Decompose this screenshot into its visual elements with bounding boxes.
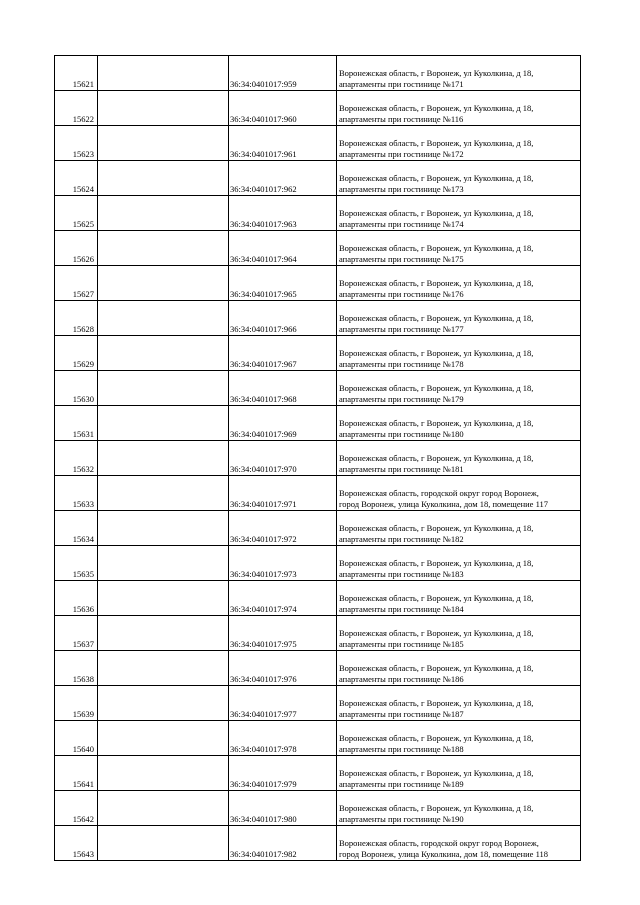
cadastral-number-cell: 36:34:0401017:980	[229, 791, 337, 826]
cadastral-number-cell: 36:34:0401017:961	[229, 126, 337, 161]
table-row	[55, 231, 581, 266]
table-row	[55, 826, 581, 861]
row-number-cell: 15641	[55, 756, 98, 791]
address-line: Воронежская область, г Воронеж, ул Куколкина, д 18,	[339, 208, 534, 218]
address-line: апартаменты при гостинице №175	[339, 253, 464, 264]
address-line: апартаменты при гостинице №174	[339, 218, 464, 229]
table-row	[55, 511, 581, 546]
cadastral-number-cell: 36:34:0401017:963	[229, 196, 337, 231]
table-row	[55, 196, 581, 231]
address-line: апартаменты при гостинице №186	[339, 673, 464, 684]
address-cell	[337, 546, 581, 581]
address-cell	[337, 721, 581, 756]
address-line: апартаменты при гостинице №182	[339, 533, 464, 544]
address-line: апартаменты при гостинице №189	[339, 778, 464, 789]
address-line: апартаменты при гостинице №185	[339, 638, 464, 649]
address-line: апартаменты при гостинице №171	[339, 78, 464, 89]
address-line: апартаменты при гостинице №187	[339, 708, 464, 719]
cadastral-number-cell: 36:34:0401017:979	[229, 756, 337, 791]
registry-table-body	[55, 56, 581, 861]
address-cell	[337, 231, 581, 266]
empty-cell	[98, 91, 229, 126]
row-number-cell: 15643	[55, 826, 98, 861]
row-number-cell: 15636	[55, 581, 98, 616]
address-cell	[337, 686, 581, 721]
address-cell	[337, 266, 581, 301]
row-number-cell: 15624	[55, 161, 98, 196]
address-line: апартаменты при гостинице №173	[339, 183, 464, 194]
cadastral-number-cell: 36:34:0401017:974	[229, 581, 337, 616]
address-line: Воронежская область, г Воронеж, ул Куколкина, д 18,	[339, 803, 534, 813]
address-cell	[337, 161, 581, 196]
address-line: Воронежская область, г Воронеж, ул Куколкина, д 18,	[339, 68, 534, 78]
address-cell	[337, 616, 581, 651]
address-cell	[337, 126, 581, 161]
row-number-cell: 15621	[55, 56, 98, 91]
address-cell	[337, 336, 581, 371]
table-row	[55, 756, 581, 791]
address-line: город Воронеж, улица Куколкина, дом 18, помещение 117	[339, 498, 549, 509]
cadastral-number-cell: 36:34:0401017:970	[229, 441, 337, 476]
address-line: Воронежская область, г Воронеж, ул Куколкина, д 18,	[339, 278, 534, 288]
row-number-cell: 15629	[55, 336, 98, 371]
row-number-cell: 15631	[55, 406, 98, 441]
table-row	[55, 546, 581, 581]
cadastral-number-cell: 36:34:0401017:975	[229, 616, 337, 651]
address-cell	[337, 826, 581, 861]
row-number-cell: 15622	[55, 91, 98, 126]
address-line: апартаменты при гостинице №190	[339, 813, 464, 824]
cadastral-number-cell: 36:34:0401017:976	[229, 651, 337, 686]
address-line: апартаменты при гостинице №179	[339, 393, 464, 404]
cadastral-number-cell: 36:34:0401017:969	[229, 406, 337, 441]
empty-cell	[98, 651, 229, 686]
row-number-cell: 15637	[55, 616, 98, 651]
row-number-cell: 15638	[55, 651, 98, 686]
empty-cell	[98, 476, 229, 511]
cadastral-number-cell: 36:34:0401017:977	[229, 686, 337, 721]
cadastral-number-cell: 36:34:0401017:962	[229, 161, 337, 196]
address-line: Воронежская область, г Воронеж, ул Куколкина, д 18,	[339, 418, 534, 428]
registry-table	[54, 55, 581, 861]
cadastral-number-cell: 36:34:0401017:968	[229, 371, 337, 406]
address-cell	[337, 476, 581, 511]
address-cell	[337, 406, 581, 441]
address-line: апартаменты при гостинице №184	[339, 603, 464, 614]
row-number-cell: 15635	[55, 546, 98, 581]
row-number-cell: 15632	[55, 441, 98, 476]
address-cell	[337, 56, 581, 91]
address-cell	[337, 756, 581, 791]
address-cell	[337, 441, 581, 476]
cadastral-number-cell: 36:34:0401017:971	[229, 476, 337, 511]
table-row	[55, 581, 581, 616]
cadastral-number-cell: 36:34:0401017:973	[229, 546, 337, 581]
address-line: апартаменты при гостинице №176	[339, 288, 464, 299]
address-line: апартаменты при гостинице №116	[339, 113, 464, 124]
address-line: Воронежская область, г Воронеж, ул Куколкина, д 18,	[339, 663, 534, 673]
empty-cell	[98, 301, 229, 336]
row-number-cell: 15639	[55, 686, 98, 721]
address-line: город Воронеж, улица Куколкина, дом 18, помещение 118	[339, 848, 549, 859]
table-row	[55, 686, 581, 721]
table-row	[55, 336, 581, 371]
table-row	[55, 441, 581, 476]
empty-cell	[98, 371, 229, 406]
table-row	[55, 301, 581, 336]
address-line: апартаменты при гостинице №181	[339, 463, 464, 474]
empty-cell	[98, 161, 229, 196]
address-line: апартаменты при гостинице №178	[339, 358, 464, 369]
table-row	[55, 616, 581, 651]
empty-cell	[98, 546, 229, 581]
cadastral-number-cell: 36:34:0401017:959	[229, 56, 337, 91]
row-number-cell: 15627	[55, 266, 98, 301]
table-row	[55, 791, 581, 826]
address-line: Воронежская область, г Воронеж, ул Куколкина, д 18,	[339, 173, 534, 183]
empty-cell	[98, 126, 229, 161]
table-row	[55, 651, 581, 686]
table-row	[55, 371, 581, 406]
address-line: Воронежская область, г Воронеж, ул Куколкина, д 18,	[339, 383, 534, 393]
table-row	[55, 91, 581, 126]
row-number-cell: 15623	[55, 126, 98, 161]
row-number-cell: 15626	[55, 231, 98, 266]
empty-cell	[98, 756, 229, 791]
address-line: апартаменты при гостинице №172	[339, 148, 464, 159]
empty-cell	[98, 441, 229, 476]
table-row	[55, 266, 581, 301]
address-cell	[337, 511, 581, 546]
address-line: Воронежская область, г Воронеж, ул Куколкина, д 18,	[339, 733, 534, 743]
empty-cell	[98, 721, 229, 756]
cadastral-number-cell: 36:34:0401017:965	[229, 266, 337, 301]
address-line: Воронежская область, г Воронеж, ул Куколкина, д 18,	[339, 243, 534, 253]
address-line: Воронежская область, городской округ город Воронеж,	[339, 488, 539, 498]
cadastral-number-cell: 36:34:0401017:964	[229, 231, 337, 266]
address-cell	[337, 791, 581, 826]
empty-cell	[98, 791, 229, 826]
address-line: Воронежская область, г Воронеж, ул Куколкина, д 18,	[339, 138, 534, 148]
address-cell	[337, 196, 581, 231]
empty-cell	[98, 511, 229, 546]
row-number-cell: 15640	[55, 721, 98, 756]
empty-cell	[98, 406, 229, 441]
table-row	[55, 56, 581, 91]
row-number-cell: 15634	[55, 511, 98, 546]
table-row	[55, 476, 581, 511]
address-line: Воронежская область, г Воронеж, ул Куколкина, д 18,	[339, 313, 534, 323]
address-cell	[337, 301, 581, 336]
address-cell	[337, 91, 581, 126]
cadastral-number-cell: 36:34:0401017:966	[229, 301, 337, 336]
empty-cell	[98, 686, 229, 721]
table-row	[55, 721, 581, 756]
address-line: Воронежская область, городской округ город Воронеж,	[339, 838, 539, 848]
empty-cell	[98, 56, 229, 91]
address-line: Воронежская область, г Воронеж, ул Куколкина, д 18,	[339, 768, 534, 778]
table-row	[55, 406, 581, 441]
address-line: апартаменты при гостинице №188	[339, 743, 464, 754]
cadastral-number-cell: 36:34:0401017:967	[229, 336, 337, 371]
empty-cell	[98, 581, 229, 616]
cadastral-number-cell: 36:34:0401017:978	[229, 721, 337, 756]
address-line: Воронежская область, г Воронеж, ул Куколкина, д 18,	[339, 593, 534, 603]
address-line: Воронежская область, г Воронеж, ул Куколкина, д 18,	[339, 628, 534, 638]
empty-cell	[98, 336, 229, 371]
cadastral-number-cell: 36:34:0401017:982	[229, 826, 337, 861]
address-cell	[337, 581, 581, 616]
table-row	[55, 126, 581, 161]
row-number-cell: 15633	[55, 476, 98, 511]
empty-cell	[98, 231, 229, 266]
address-line: апартаменты при гостинице №183	[339, 568, 464, 579]
table-row	[55, 161, 581, 196]
address-line: Воронежская область, г Воронеж, ул Куколкина, д 18,	[339, 453, 534, 463]
empty-cell	[98, 196, 229, 231]
row-number-cell: 15642	[55, 791, 98, 826]
empty-cell	[98, 826, 229, 861]
address-line: Воронежская область, г Воронеж, ул Куколкина, д 18,	[339, 103, 534, 113]
empty-cell	[98, 616, 229, 651]
cadastral-number-cell: 36:34:0401017:960	[229, 91, 337, 126]
address-line: Воронежская область, г Воронеж, ул Куколкина, д 18,	[339, 558, 534, 568]
row-number-cell: 15630	[55, 371, 98, 406]
cadastral-number-cell: 36:34:0401017:972	[229, 511, 337, 546]
address-cell	[337, 651, 581, 686]
address-cell	[337, 371, 581, 406]
address-line: апартаменты при гостинице №177	[339, 323, 464, 334]
row-number-cell: 15625	[55, 196, 98, 231]
address-line: Воронежская область, г Воронеж, ул Куколкина, д 18,	[339, 523, 534, 533]
empty-cell	[98, 266, 229, 301]
address-line: Воронежская область, г Воронеж, ул Куколкина, д 18,	[339, 698, 534, 708]
address-line: Воронежская область, г Воронеж, ул Куколкина, д 18,	[339, 348, 534, 358]
address-line: апартаменты при гостинице №180	[339, 428, 464, 439]
row-number-cell: 15628	[55, 301, 98, 336]
